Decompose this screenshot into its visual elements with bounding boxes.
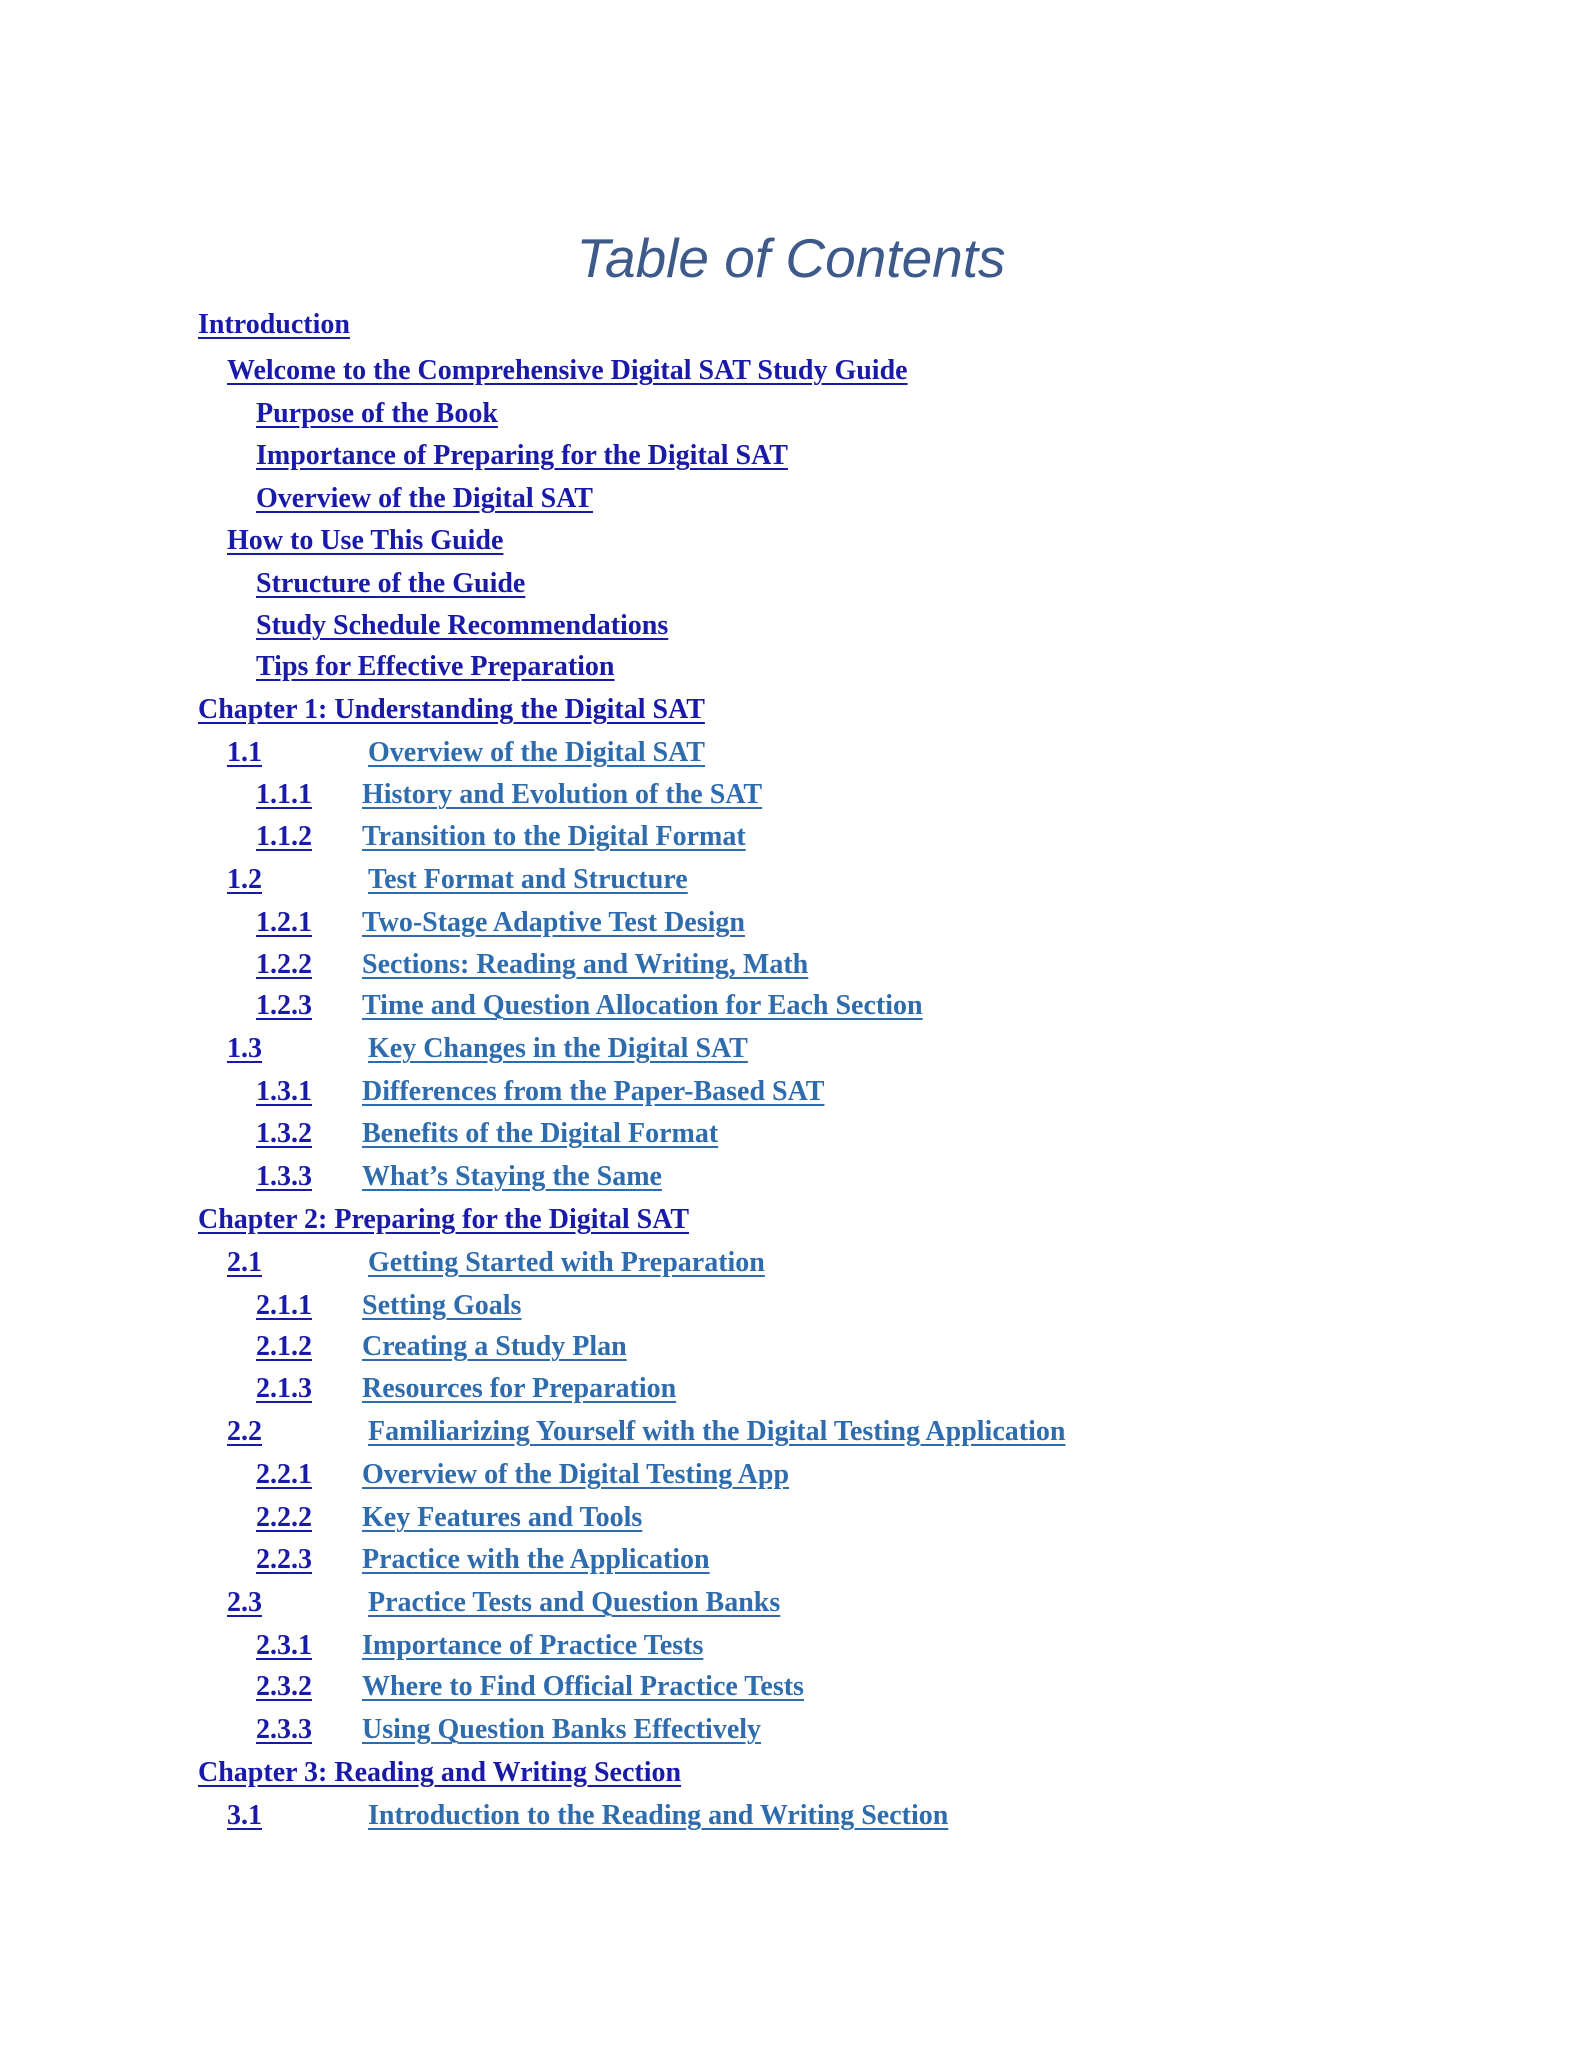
toc-section-title[interactable]: Overview of the Digital Testing App: [362, 1459, 790, 1490]
page-title: Table of Contents: [576, 227, 1006, 289]
toc-section-title[interactable]: Practice Tests and Question Banks: [368, 1587, 781, 1618]
toc-section-title[interactable]: What’s Staying the Same: [362, 1161, 662, 1192]
toc-section-title[interactable]: Setting Goals: [362, 1290, 522, 1321]
toc-section-number[interactable]: 1.1.1: [256, 779, 312, 810]
toc-section-title[interactable]: Getting Started with Preparation: [368, 1247, 765, 1278]
toc-link-overview[interactable]: Overview of the Digital SAT: [256, 483, 593, 514]
toc-section-title[interactable]: Key Changes in the Digital SAT: [368, 1033, 748, 1064]
toc-section-number[interactable]: 2.2: [227, 1416, 262, 1447]
toc-section-title[interactable]: History and Evolution of the SAT: [362, 779, 763, 810]
toc-link-chapter-1[interactable]: Chapter 1: Understanding the Digital SAT: [198, 694, 705, 725]
toc-section-number[interactable]: 2.3: [227, 1587, 262, 1618]
toc-section-number[interactable]: 2.3.2: [256, 1671, 312, 1702]
toc-section-title[interactable]: Key Features and Tools: [362, 1502, 643, 1533]
toc-section-number[interactable]: 2.1.2: [256, 1331, 312, 1362]
toc-section-number[interactable]: 2.1.1: [256, 1290, 312, 1321]
toc-link-welcome[interactable]: Welcome to the Comprehensive Digital SAT Study Guide: [227, 355, 908, 386]
toc-section-number[interactable]: 1.3.3: [256, 1161, 312, 1192]
toc-section-number[interactable]: 2.1: [227, 1247, 262, 1278]
toc-section-title[interactable]: Differences from the Paper-Based SAT: [362, 1076, 825, 1107]
toc-link-schedule[interactable]: Study Schedule Recommendations: [256, 610, 669, 641]
toc-section-number[interactable]: 1.2: [227, 864, 262, 895]
toc-section-title[interactable]: Benefits of the Digital Format: [362, 1118, 719, 1149]
toc-section-number[interactable]: 1.2.3: [256, 990, 312, 1021]
toc-section-number[interactable]: 2.3.3: [256, 1714, 312, 1745]
toc-section-title[interactable]: Importance of Practice Tests: [362, 1630, 704, 1661]
toc-link-importance[interactable]: Importance of Preparing for the Digital SAT: [256, 440, 788, 471]
toc-section-number[interactable]: 2.2.3: [256, 1544, 312, 1575]
toc-section-title[interactable]: Transition to the Digital Format: [362, 821, 746, 852]
toc-section-title[interactable]: Introduction to the Reading and Writing Section: [368, 1800, 949, 1831]
toc-section-number[interactable]: 2.2.2: [256, 1502, 312, 1533]
toc-section-number[interactable]: 1.3.1: [256, 1076, 312, 1107]
toc-section-number[interactable]: 1.3: [227, 1033, 262, 1064]
toc-section-title[interactable]: Two-Stage Adaptive Test Design: [362, 907, 745, 938]
toc-section-number[interactable]: 1.1.2: [256, 821, 312, 852]
toc-section-number[interactable]: 2.2.1: [256, 1459, 312, 1490]
toc-section-number[interactable]: 1.1: [227, 737, 262, 768]
toc-link-purpose[interactable]: Purpose of the Book: [256, 398, 498, 429]
toc-section-number[interactable]: 2.3.1: [256, 1630, 312, 1661]
toc-section-title[interactable]: Practice with the Application: [362, 1544, 710, 1575]
toc-section-number[interactable]: 1.3.2: [256, 1118, 312, 1149]
toc-section-title[interactable]: Where to Find Official Practice Tests: [362, 1671, 804, 1702]
toc-section-title[interactable]: Sections: Reading and Writing, Math: [362, 949, 809, 980]
toc-link-chapter-2[interactable]: Chapter 2: Preparing for the Digital SAT: [198, 1204, 690, 1235]
toc-link-introduction[interactable]: Introduction: [198, 309, 350, 340]
toc-section-number[interactable]: 3.1: [227, 1800, 262, 1831]
toc-section-title[interactable]: Familiarizing Yourself with the Digital Testing Application: [368, 1416, 1066, 1447]
toc-section-title[interactable]: Creating a Study Plan: [362, 1331, 627, 1362]
toc-link-how-to-use[interactable]: How to Use This Guide: [227, 525, 504, 556]
toc-link-structure[interactable]: Structure of the Guide: [256, 568, 526, 599]
toc-section-title[interactable]: Resources for Preparation: [362, 1373, 677, 1404]
toc-link-tips[interactable]: Tips for Effective Preparation: [256, 651, 615, 682]
toc-section-title[interactable]: Overview of the Digital SAT: [368, 737, 705, 768]
toc-section-title[interactable]: Test Format and Structure: [368, 864, 688, 895]
toc-section-number[interactable]: 2.1.3: [256, 1373, 312, 1404]
toc-link-chapter-3[interactable]: Chapter 3: Reading and Writing Section: [198, 1757, 682, 1788]
toc-section-number[interactable]: 1.2.2: [256, 949, 312, 980]
toc-section-number[interactable]: 1.2.1: [256, 907, 312, 938]
toc-section-title[interactable]: Using Question Banks Effectively: [362, 1714, 762, 1745]
toc-section-title[interactable]: Time and Question Allocation for Each Section: [362, 990, 923, 1021]
